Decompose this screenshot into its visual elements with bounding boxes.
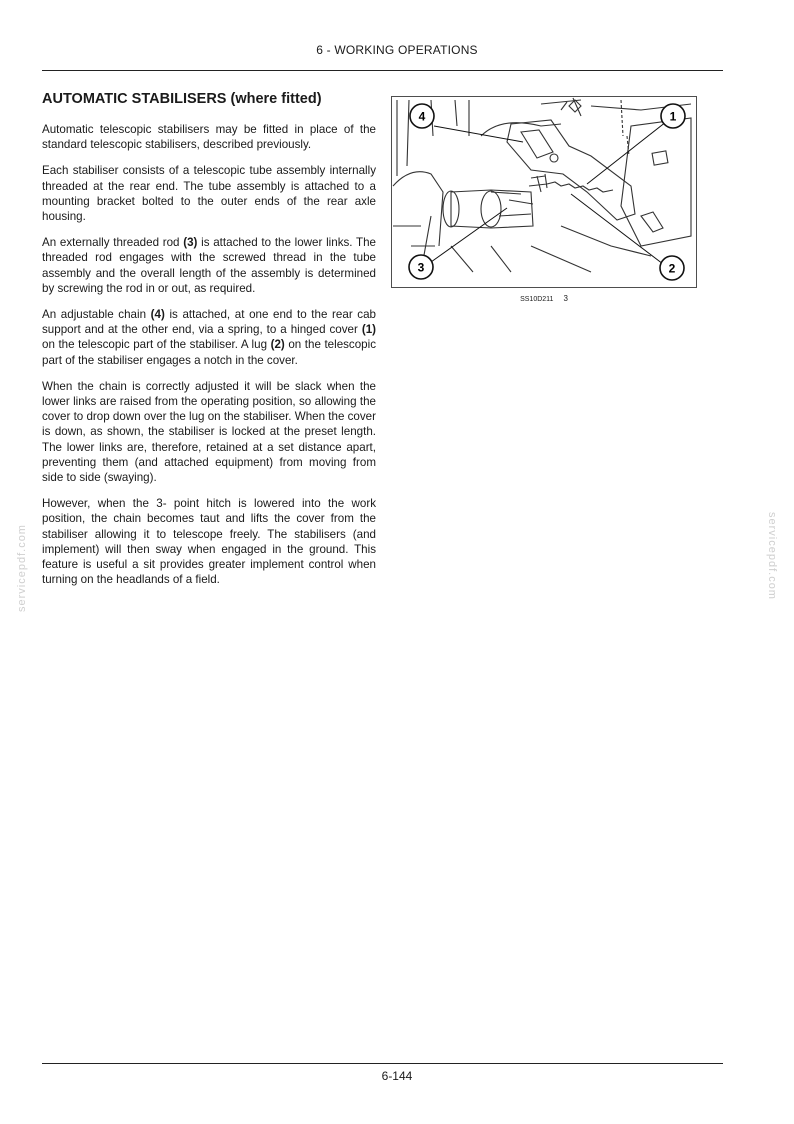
text-run: is attached, at one end to the rear cab support and at the other end, via a spring, to a hinged cover	[42, 308, 376, 337]
watermark-right: servicepdf.com	[766, 512, 778, 600]
paragraph	[42, 163, 376, 224]
header-rule	[42, 70, 723, 71]
paragraph	[42, 496, 376, 587]
callout-3	[409, 255, 433, 279]
figure-code: SS10D211	[520, 296, 554, 303]
callout-1	[661, 104, 685, 128]
footer-rule	[42, 1063, 723, 1064]
item-reference: (2)	[270, 338, 285, 352]
item-reference: (3)	[183, 236, 198, 250]
item-reference: (4)	[150, 308, 165, 322]
body-text	[42, 122, 376, 598]
paragraph	[42, 307, 376, 368]
section-title: AUTOMATIC STABILISERS (where fitted)	[42, 91, 322, 107]
callout-2	[660, 256, 684, 280]
svg-text:3: 3	[417, 260, 425, 275]
svg-text:1: 1	[669, 109, 677, 124]
svg-text:4: 4	[418, 109, 426, 124]
item-reference: (1)	[361, 323, 376, 337]
watermark-left: servicepdf.com	[16, 524, 28, 612]
stabiliser-illustration	[391, 96, 697, 288]
text-run: on the telescopic part of the stabiliser engages a notch in the cover.	[42, 338, 377, 367]
svg-text:2: 2	[668, 261, 676, 276]
text-run: Automatic telescopic stabilisers may be fitted in place of the standard telescopic stabilisers, described previously.	[42, 123, 376, 152]
text-run: When the chain is correctly adjusted it will be slack when the lower links are raised from the operating position, so allowing the cover to drop down over the lug on the stabiliser. When the cover is down, as shown, the stabiliser is locked at the preset length. The lower links are, therefore, retained at a set distance apart, preventing them (and attached equipment) from moving from side to side (swaying).	[42, 379, 376, 485]
paragraph	[42, 235, 376, 296]
running-header: 6 - WORKING OPERATIONS	[316, 43, 478, 57]
text-run: on the telescopic part of the stabiliser. A lug	[42, 338, 271, 352]
text-run: An adjustable chain	[42, 308, 151, 322]
text-run: An externally threaded rod	[42, 236, 184, 250]
text-run: Each stabiliser consists of a telescopic tube assembly internally threaded at the rear end. The tube assembly is attached to a mounting bracket bolted to the outer ends of the rear axle housing.	[42, 164, 376, 224]
text-run: is attached to the lower links. The threaded rod engages with the screwed thread in the tube assembly and the overall length of the assembly is determined by screwing the rod in or out, as required.	[42, 236, 376, 295]
paragraph	[42, 379, 376, 485]
page-number: 6-144	[381, 1069, 413, 1083]
figure-number: 3	[563, 294, 568, 303]
figure-caption	[391, 294, 697, 303]
paragraph	[42, 122, 376, 152]
callout-4	[410, 104, 434, 128]
text-run: However, when the 3- point hitch is lowered into the work position, the chain becomes taut and lifts the cover from the stabiliser allowing it to telescope freely. The stabilisers (and implement) will then sway when engaged in the ground. This feature is useful a sit provides greater implement control when turning on the headlands of a field.	[42, 497, 376, 587]
